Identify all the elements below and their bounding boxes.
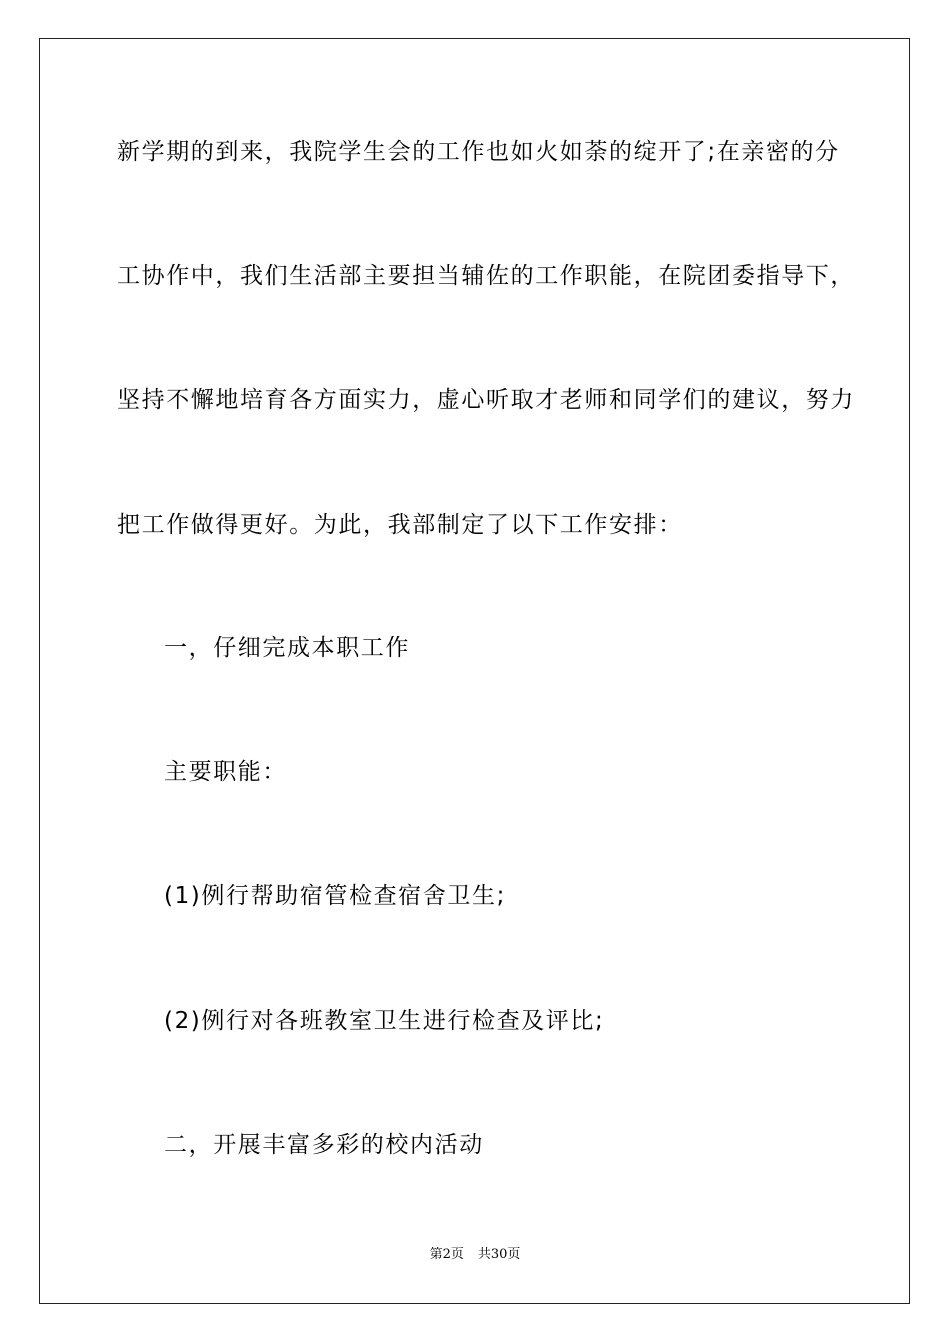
- page-footer: [0, 1246, 950, 1264]
- page-total: 共30页: [477, 1247, 521, 1262]
- duty-item-2: (2)例行对各班教室卫生进行检查及评比;: [164, 1008, 605, 1034]
- section-heading-2: 二，开展丰富多彩的校内活动: [164, 1132, 484, 1158]
- paragraph-line-1: 新学期的到来，我院学生会的工作也如火如荼的绽开了;在亲密的分: [117, 139, 840, 165]
- page-frame: [39, 38, 910, 1304]
- paragraph-line-3: 坚持不懈地培育各方面实力，虚心听取才老师和同学们的建议，努力: [117, 387, 855, 413]
- section-heading-1: 一，仔细完成本职工作: [164, 635, 410, 661]
- duty-item-1: (1)例行帮助宿管检查宿舍卫生;: [164, 883, 506, 909]
- paragraph-line-2: 工协作中，我们生活部主要担当辅佐的工作职能，在院团委指导下，: [117, 263, 855, 289]
- duties-label: 主要职能：: [164, 759, 287, 785]
- paragraph-line-4: 把工作做得更好。为此，我部制定了以下工作安排：: [117, 512, 683, 538]
- page-number: 第2页: [429, 1247, 464, 1262]
